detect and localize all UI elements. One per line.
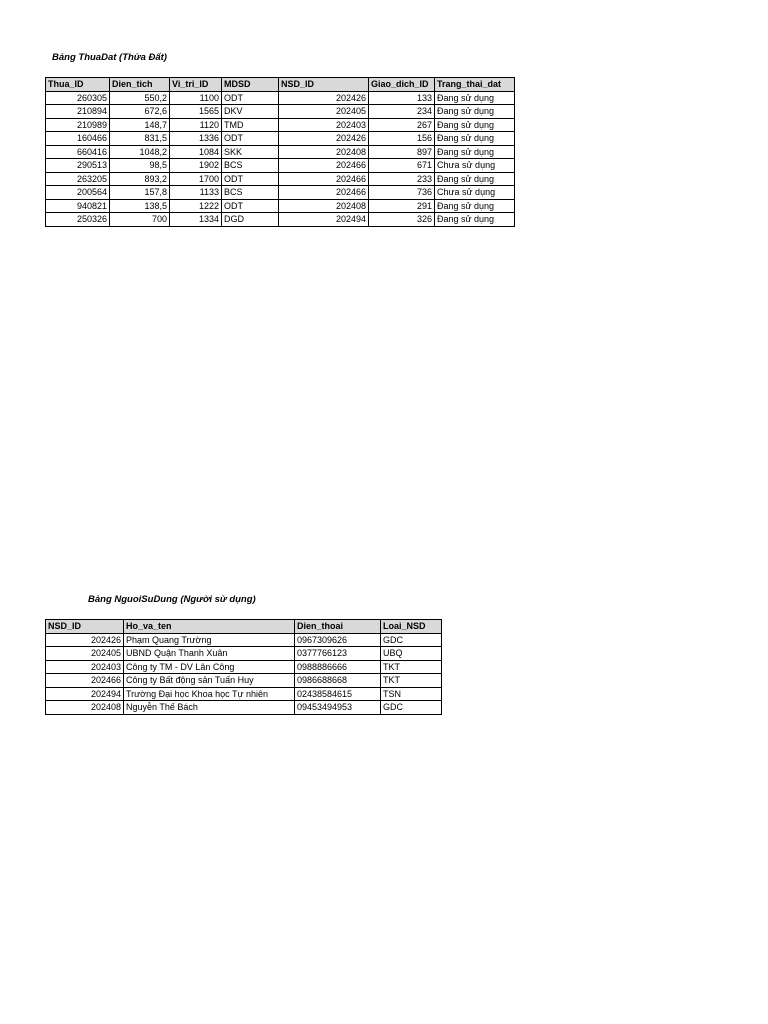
table-cell: Đang sử dụng (435, 172, 515, 186)
table-cell: ODT (222, 199, 279, 213)
table-cell: Đang sử dụng (435, 145, 515, 159)
table-cell: 893,2 (110, 172, 170, 186)
table-cell: 1084 (170, 145, 222, 159)
table-cell: 202408 (46, 701, 124, 715)
table-row (46, 105, 515, 119)
table-cell: 98,5 (110, 159, 170, 173)
table-row (46, 199, 515, 213)
table-row (46, 674, 442, 688)
table-cell: DGD (222, 213, 279, 227)
table-cell: 148,7 (110, 118, 170, 132)
table-cell: Đang sử dụng (435, 199, 515, 213)
table-cell: 0377766123 (295, 647, 381, 661)
table-cell: 234 (369, 105, 435, 119)
table-cell: 291 (369, 199, 435, 213)
nguoisudung-caption: Bảng NguoiSuDung (Người sử dụng) (88, 594, 256, 605)
table-cell: 210989 (46, 118, 110, 132)
table-cell: 202403 (46, 660, 124, 674)
table-cell: 02438584615 (295, 687, 381, 701)
table-cell: Phạm Quang Trường (124, 633, 295, 647)
table-cell: 260305 (46, 91, 110, 105)
table-cell: 940821 (46, 199, 110, 213)
table-cell: 156 (369, 132, 435, 146)
table-cell: 1902 (170, 159, 222, 173)
table-cell: Đang sử dụng (435, 132, 515, 146)
table-cell: 202408 (279, 199, 369, 213)
table-cell: ODT (222, 132, 279, 146)
table-cell: 1565 (170, 105, 222, 119)
table-cell: GDC (381, 633, 442, 647)
table-row (46, 701, 442, 715)
table-cell: Đang sử dụng (435, 213, 515, 227)
table-cell: TMD (222, 118, 279, 132)
table-cell: 250326 (46, 213, 110, 227)
table-row (46, 172, 515, 186)
table-cell: 0986688668 (295, 674, 381, 688)
table-cell: UBND Quận Thanh Xuân (124, 647, 295, 661)
nguoisudung-table (45, 619, 442, 715)
table-cell: 202466 (279, 159, 369, 173)
table-cell: 736 (369, 186, 435, 200)
table-cell: Nguyễn Thế Bách (124, 701, 295, 715)
table-cell: SKK (222, 145, 279, 159)
table-row (46, 647, 442, 661)
column-header: Dien_tich (110, 78, 170, 92)
thuadat-caption: Bảng ThuaDat (Thửa Đất) (52, 52, 167, 63)
table-cell: 1120 (170, 118, 222, 132)
table-row (46, 91, 515, 105)
table-row (46, 118, 515, 132)
table-cell: 326 (369, 213, 435, 227)
table-cell: 0988886666 (295, 660, 381, 674)
table-cell: 202494 (279, 213, 369, 227)
column-header: Trang_thai_dat (435, 78, 515, 92)
table-cell: 1700 (170, 172, 222, 186)
table-cell: GDC (381, 701, 442, 715)
column-header: NSD_ID (46, 620, 124, 634)
table-cell: Trường Đại học Khoa học Tự nhiên (124, 687, 295, 701)
table-cell: 202408 (279, 145, 369, 159)
table-cell: DKV (222, 105, 279, 119)
table-cell: 202405 (279, 105, 369, 119)
table-cell: 133 (369, 91, 435, 105)
table-cell: 1133 (170, 186, 222, 200)
table-cell: 202494 (46, 687, 124, 701)
table-cell: ODT (222, 91, 279, 105)
table-cell: 210894 (46, 105, 110, 119)
table-cell: 897 (369, 145, 435, 159)
table-cell: 0967309626 (295, 633, 381, 647)
table-cell: UBQ (381, 647, 442, 661)
column-header: NSD_ID (279, 78, 369, 92)
column-header: Dien_thoai (295, 620, 381, 634)
table-cell: 202405 (46, 647, 124, 661)
table-cell: 1048,2 (110, 145, 170, 159)
table-cell: TKT (381, 674, 442, 688)
column-header: MDSD (222, 78, 279, 92)
table-cell: ODT (222, 172, 279, 186)
table-cell: BCS (222, 186, 279, 200)
column-header: Vi_tri_ID (170, 78, 222, 92)
column-header: Thua_ID (46, 78, 110, 92)
table-row (46, 145, 515, 159)
table-cell: 1334 (170, 213, 222, 227)
table-row (46, 660, 442, 674)
table-cell: 550,2 (110, 91, 170, 105)
table-header-row (46, 620, 442, 634)
table-cell: 1222 (170, 199, 222, 213)
table-cell: 202466 (279, 186, 369, 200)
table-cell: 09453494953 (295, 701, 381, 715)
table-cell: 202426 (279, 91, 369, 105)
table-row (46, 633, 442, 647)
table-cell: 263205 (46, 172, 110, 186)
table-cell: 831,5 (110, 132, 170, 146)
column-header: Loai_NSD (381, 620, 442, 634)
table-row (46, 159, 515, 173)
table-cell: 1100 (170, 91, 222, 105)
table-cell: Chưa sử dụng (435, 159, 515, 173)
table-row (46, 687, 442, 701)
table-cell: 1336 (170, 132, 222, 146)
table-row (46, 186, 515, 200)
column-header: Ho_va_ten (124, 620, 295, 634)
table-cell: 202466 (46, 674, 124, 688)
table-cell: 290513 (46, 159, 110, 173)
table-cell: 267 (369, 118, 435, 132)
table-cell: TSN (381, 687, 442, 701)
table-cell: Công ty Bất động sản Tuấn Huy (124, 674, 295, 688)
table-cell: 202403 (279, 118, 369, 132)
table-cell: 200564 (46, 186, 110, 200)
column-header: Giao_dich_ID (369, 78, 435, 92)
table-cell: Công ty TM - DV Lân Công (124, 660, 295, 674)
table-cell: 160466 (46, 132, 110, 146)
table-row (46, 213, 515, 227)
table-cell: Đang sử dụng (435, 118, 515, 132)
table-cell: 671 (369, 159, 435, 173)
table-header-row (46, 78, 515, 92)
table-cell: 660416 (46, 145, 110, 159)
table-cell: Đang sử dụng (435, 91, 515, 105)
table-row (46, 132, 515, 146)
table-cell: 700 (110, 213, 170, 227)
thuadat-table (45, 77, 515, 227)
table-cell: Chưa sử dụng (435, 186, 515, 200)
table-cell: 672,6 (110, 105, 170, 119)
table-cell: 202466 (279, 172, 369, 186)
table-cell: BCS (222, 159, 279, 173)
table-cell: TKT (381, 660, 442, 674)
table-cell: 202426 (46, 633, 124, 647)
table-cell: Đang sử dụng (435, 105, 515, 119)
table-cell: 157,8 (110, 186, 170, 200)
table-cell: 138,5 (110, 199, 170, 213)
table-cell: 202426 (279, 132, 369, 146)
table-cell: 233 (369, 172, 435, 186)
